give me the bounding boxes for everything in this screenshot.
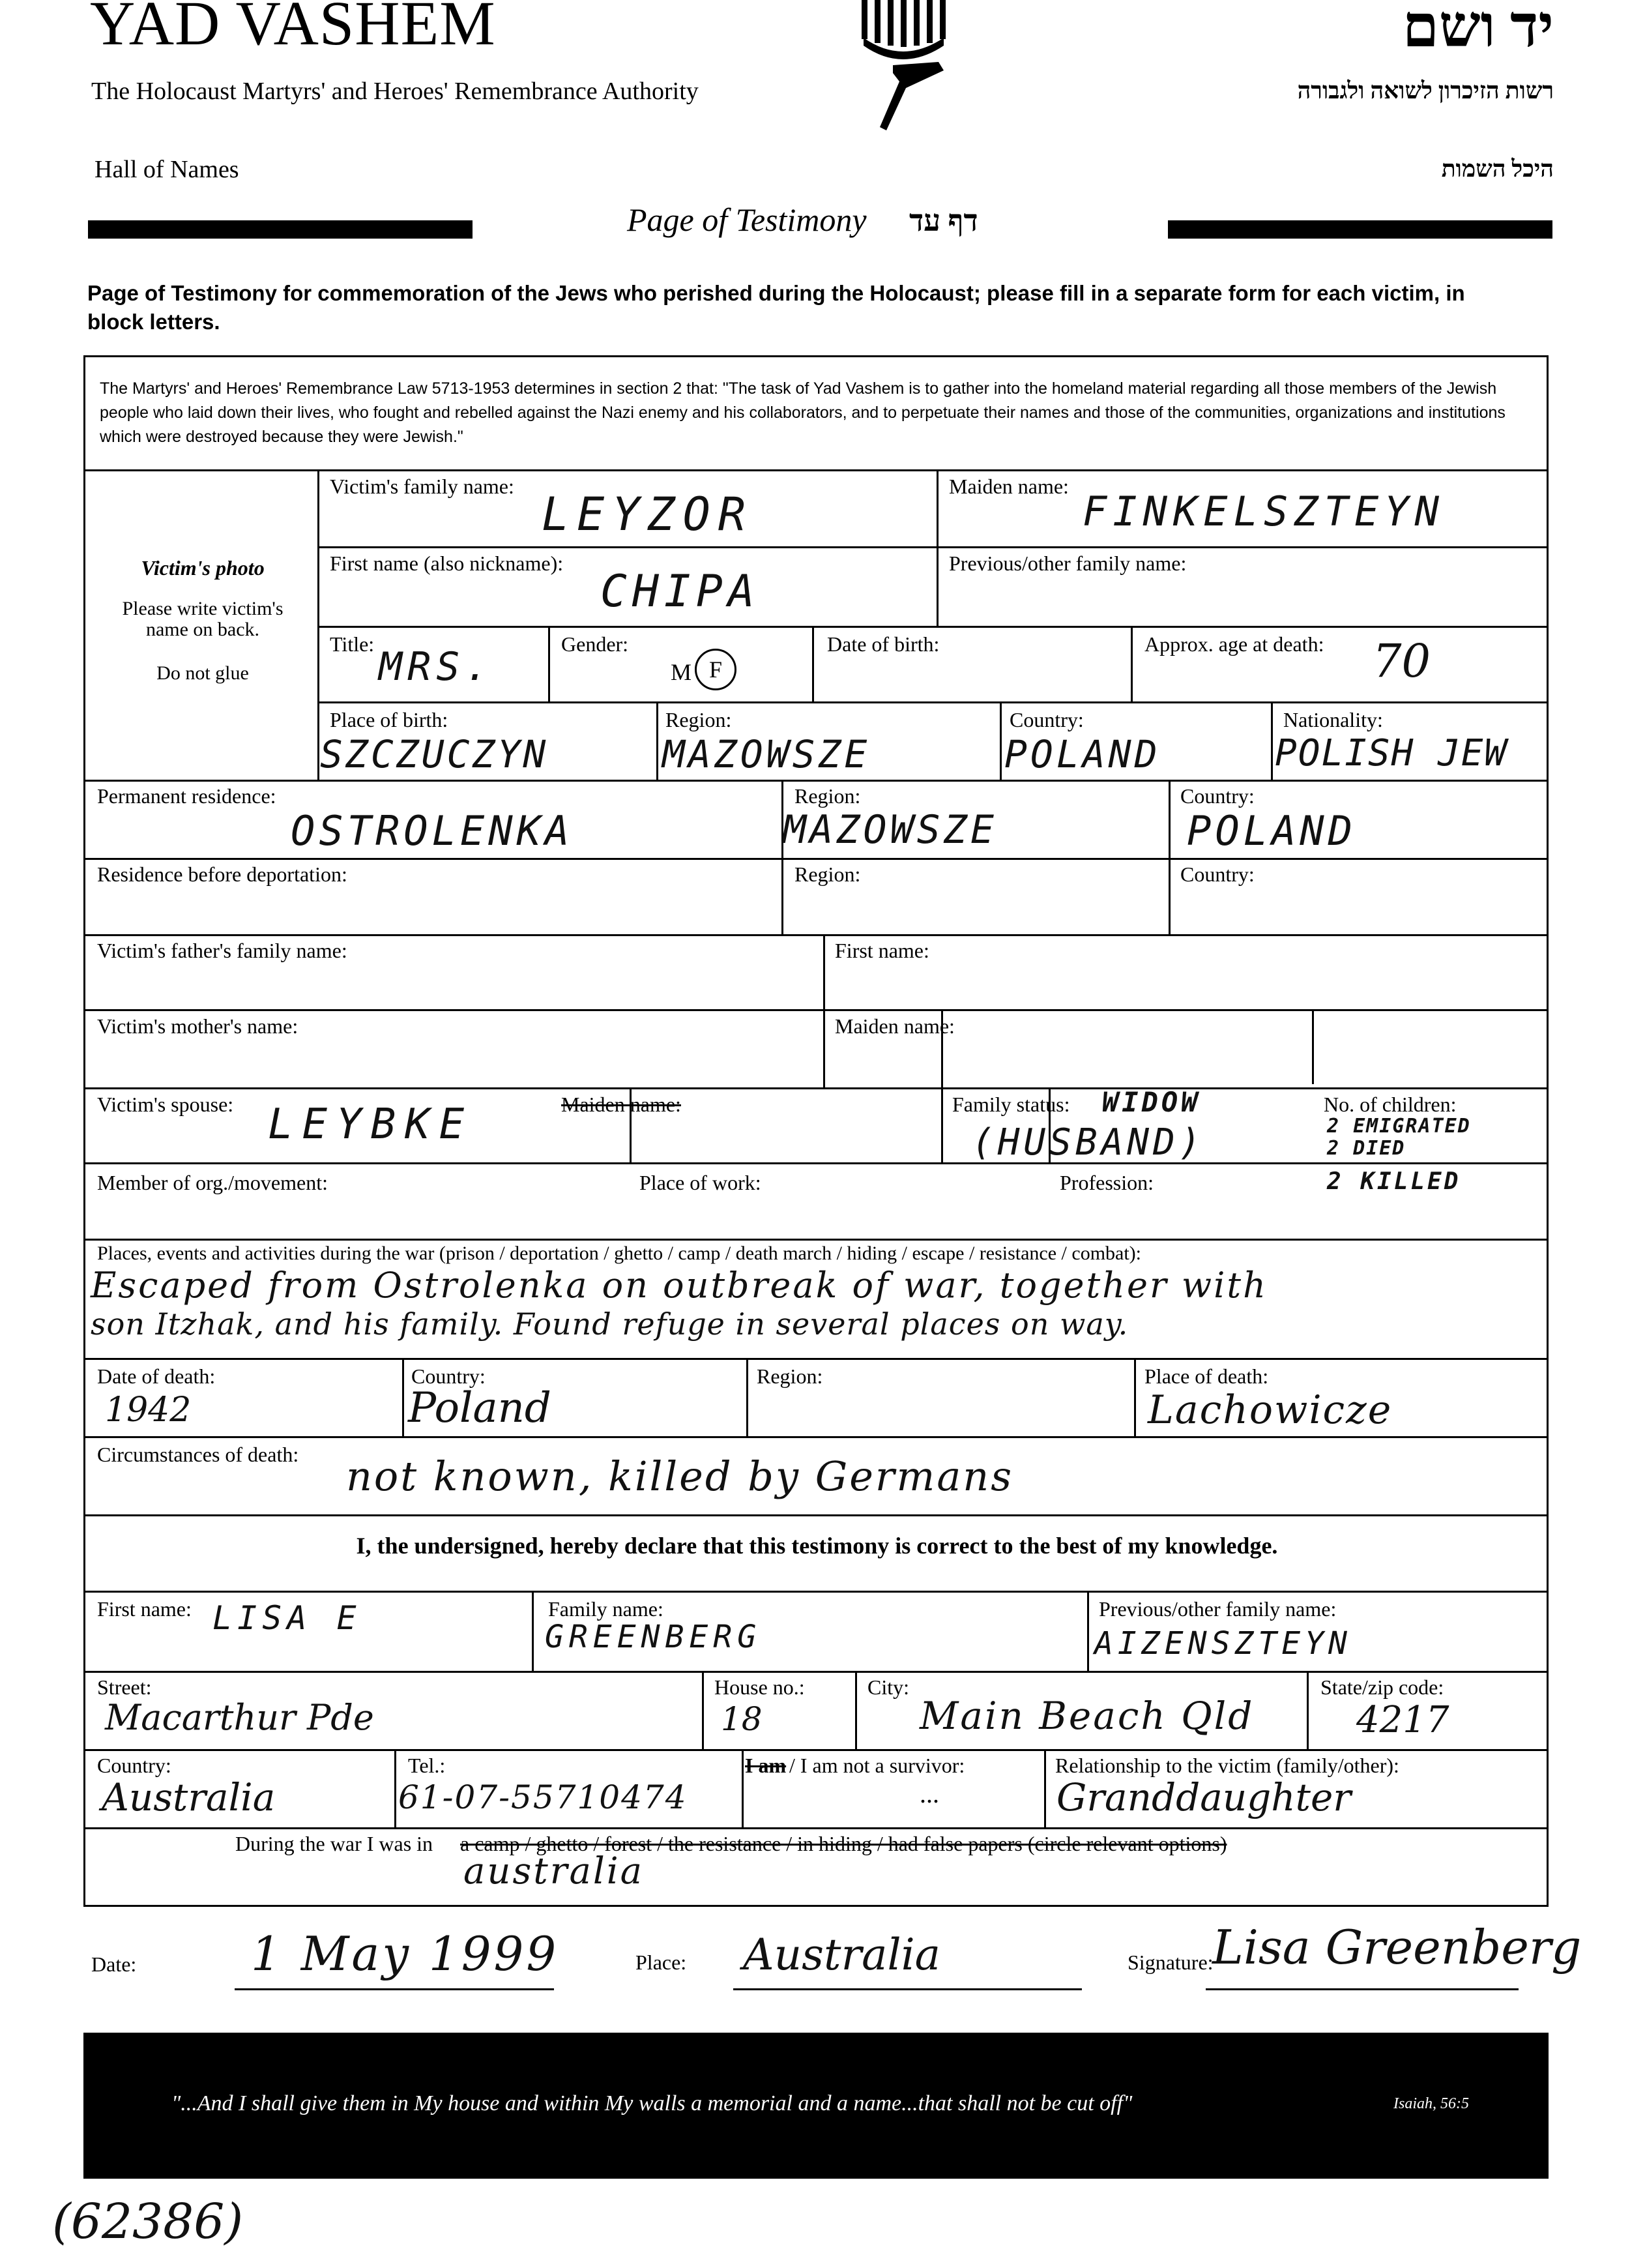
spouse-label: Victim's spouse: <box>97 1093 234 1116</box>
org-name-hebrew: יד ושם <box>1402 0 1554 59</box>
place-of-work-label: Place of work: <box>639 1171 761 1194</box>
victim-place-of-death[interactable]: Lachowicze <box>1148 1387 1393 1433</box>
date-of-death-label: Date of death: <box>97 1364 216 1388</box>
survivor-mark[interactable]: ... <box>920 1779 939 1808</box>
maiden-name-label: Maiden name: <box>949 475 1069 498</box>
approx-age-label: Approx. age at death: <box>1144 632 1324 656</box>
victim-death-country[interactable]: Poland <box>408 1384 551 1432</box>
victim-residence-country[interactable]: POLAND <box>1187 807 1356 855</box>
submission-date[interactable]: 1 May 1999 <box>251 1926 559 1981</box>
victim-place-of-birth[interactable]: SZCZUCZYN <box>320 732 549 776</box>
residence-before-deportation-label: Residence before deportation: <box>97 862 347 886</box>
place-of-birth-label: Place of birth: <box>330 708 448 731</box>
victim-permanent-residence[interactable]: OSTROLENKA <box>291 807 574 855</box>
place-label: Place: <box>635 1951 687 1974</box>
submitter-during-war[interactable]: australia <box>463 1850 645 1892</box>
member-org-label: Member of org./movement: <box>97 1171 328 1194</box>
submitter-previous-name-label: Previous/other family name: <box>1099 1597 1337 1621</box>
menorah-logo <box>854 0 952 130</box>
hall-of-names-hebrew: היכל השמות <box>1441 156 1554 182</box>
victim-circumstances[interactable]: not known, killed by Germans <box>346 1452 1014 1500</box>
submitter-street[interactable]: Macarthur Pde <box>105 1697 374 1738</box>
gender-f: F <box>708 656 723 683</box>
residence-country-label: Country: <box>1180 784 1255 808</box>
victim-title[interactable]: MRS. <box>379 644 494 690</box>
gender-f-circle[interactable] <box>695 649 736 690</box>
survivor-struck-label: I am <box>745 1754 787 1777</box>
submitter-city[interactable]: Main Beach Qld <box>920 1694 1255 1738</box>
war-events-line-1[interactable]: Escaped from Ostrolenka on outbreak of war, together with <box>91 1265 1268 1306</box>
footer-citation: Isaiah, 56:5 <box>1393 2095 1469 2112</box>
victim-first-name[interactable]: CHIPA <box>600 566 760 617</box>
submitter-relationship[interactable]: Granddaughter <box>1056 1775 1352 1819</box>
signature-label: Signature: <box>1128 1951 1214 1974</box>
state-zip-label: State/zip code: <box>1320 1675 1444 1699</box>
victim-maiden-name[interactable]: FINKELSZTEYN <box>1083 488 1445 535</box>
place-underline <box>733 1988 1082 1990</box>
submitter-country-label: Country: <box>97 1754 171 1777</box>
mother-name-label: Victim's mother's name: <box>97 1014 298 1038</box>
intro-text: Page of Testimony for commemoration of the Jews who perished during the Holocaust; please fill in a separate form for each victim, in block letters. <box>87 281 1465 334</box>
street-label: Street: <box>97 1675 152 1699</box>
testimony-form <box>83 355 1549 1907</box>
hall-of-names: Hall of Names <box>95 156 239 183</box>
relationship-label: Relationship to the victim (family/other): <box>1055 1754 1399 1777</box>
submitter-first-name-label: First name: <box>97 1597 192 1621</box>
signature[interactable]: Lisa Greenberg <box>1212 1920 1582 1975</box>
signature-underline <box>1206 1988 1519 1990</box>
title-label: Title: <box>330 632 375 656</box>
declaration: I, the undersigned, hereby declare that this testimony is correct to the best of my knowledge. <box>356 1533 1278 1559</box>
victim-date-of-death[interactable]: 1942 <box>105 1391 192 1430</box>
victim-birth-region[interactable]: MAZOWSZE <box>662 732 871 776</box>
submitter-family-name[interactable]: GREENBERG <box>545 1619 762 1655</box>
previous-family-name-label: Previous/other family name: <box>949 552 1187 575</box>
survivor-label: / I am not a survivor: <box>789 1754 965 1777</box>
title-bar-right <box>1168 220 1552 239</box>
birth-region-label: Region: <box>665 708 732 731</box>
during-war-options: a camp / ghetto / forest / the resistance / in hiding / had false papers (circle relevant options) <box>460 1832 1227 1855</box>
victim-children-2[interactable]: 2 DIED <box>1327 1137 1406 1160</box>
permanent-residence-label: Permanent residence: <box>97 784 276 808</box>
father-family-name-label: Victim's father's family name: <box>97 939 347 962</box>
profession-label: Profession: <box>1060 1171 1154 1194</box>
page-title-hebrew: דף עד <box>909 204 978 237</box>
victim-family-status-1[interactable]: WIDOW <box>1102 1086 1201 1118</box>
page-title: Page of Testimony <box>627 201 867 238</box>
title-bar-left <box>88 220 473 239</box>
submission-place[interactable]: Australia <box>743 1930 941 1980</box>
submitter-zip[interactable]: 4217 <box>1356 1699 1449 1741</box>
org-subtitle: The Holocaust Martyrs' and Heroes' Remembrance Authority <box>91 78 699 105</box>
gender-m: M <box>671 659 692 685</box>
house-no-label: House no.: <box>714 1675 805 1699</box>
photo-instructions: Please write victim's name on back. <box>122 598 284 640</box>
nationality-label: Nationality: <box>1283 708 1383 731</box>
submitter-house-no[interactable]: 18 <box>721 1700 763 1738</box>
city-label: City: <box>867 1675 910 1699</box>
submitter-first-name[interactable]: LISA E <box>212 1599 362 1637</box>
victim-birth-country[interactable]: POLAND <box>1004 732 1161 776</box>
victim-nationality[interactable]: POLISH JEW <box>1275 732 1508 774</box>
footer-band <box>83 2033 1549 2179</box>
victim-approx-age[interactable]: 70 <box>1373 634 1431 688</box>
first-name-label: First name (also nickname): <box>330 552 564 575</box>
submitter-country[interactable]: Australia <box>102 1775 276 1819</box>
submitter-previous-name[interactable]: AIZENSZTEYN <box>1094 1625 1352 1662</box>
no-of-children-label: No. of children: <box>1324 1093 1457 1116</box>
family-name-label: Victim's family name: <box>330 475 514 498</box>
victim-spouse[interactable]: LEYBKE <box>268 1100 474 1149</box>
footer-quote: "...And I shall give them in My house and within My walls a memorial and a name...that shall not be cut off" <box>171 2091 1133 2115</box>
law-text: The Martyrs' and Heroes' Remembrance Law 5713-1953 determines in section 2 that: "The task of Yad Vashem is to gather into the homeland material regarding all those members of the Jewish people who laid down their lives, who fought and rebelled against the Nazi enemy and his collaborators, and to perpetuate their names and those of the communities, organizations and institutions which were destroyed because they were Jewish." <box>100 379 1506 446</box>
reference-number: (62386) <box>52 2194 244 2250</box>
victim-residence-region[interactable]: MAZOWSZE <box>783 807 997 853</box>
circumstances-label: Circumstances of death: <box>97 1443 299 1466</box>
family-status-label: Family status: <box>952 1093 1070 1116</box>
submitter-family-name-label: Family name: <box>548 1597 663 1621</box>
deportation-region-label: Region: <box>794 862 861 886</box>
death-country-label: Country: <box>411 1364 486 1388</box>
residence-region-label: Region: <box>794 784 861 808</box>
org-subtitle-hebrew: רשות הזיכרון לשואה ולגבורה <box>1297 78 1554 104</box>
org-name: YAD VASHEM <box>90 0 496 58</box>
spouse-maiden-name-label: Maiden name: <box>561 1093 681 1116</box>
deportation-country-label: Country: <box>1180 862 1255 886</box>
tel-label: Tel.: <box>408 1754 446 1777</box>
victim-children-3[interactable]: 2 KILLED <box>1327 1168 1461 1195</box>
date-underline <box>235 1988 554 1990</box>
date-of-birth-label: Date of birth: <box>827 632 940 656</box>
gender-label: Gender: <box>561 632 629 656</box>
victim-family-name[interactable]: LEYZOR <box>542 488 753 541</box>
date-label: Date: <box>91 1952 137 1976</box>
places-events-label: Places, events and activities during the war (prison / deportation / ghetto / camp / death march / hiding / escape / resistance / combat): <box>97 1243 1142 1264</box>
photo-title: Victim's photo <box>141 556 265 580</box>
photo-glue-note: Do not glue <box>156 662 249 684</box>
place-of-death-label: Place of death: <box>1144 1364 1269 1388</box>
death-region-label: Region: <box>757 1364 823 1388</box>
birth-country-label: Country: <box>1010 708 1084 731</box>
war-events-line-2[interactable]: son Itzhak, and his family. Found refuge in several places on way. <box>91 1306 1129 1342</box>
father-first-name-label: First name: <box>835 939 929 962</box>
submitter-tel[interactable]: 61-07-55710474 <box>398 1778 688 1816</box>
during-war-label: During the war I was in <box>235 1832 433 1855</box>
victim-family-status-2[interactable]: (HUSBAND) <box>972 1121 1205 1164</box>
mother-maiden-name-label: Maiden name: <box>835 1014 955 1038</box>
victim-children-1[interactable]: 2 EMIGRATED <box>1327 1115 1471 1138</box>
